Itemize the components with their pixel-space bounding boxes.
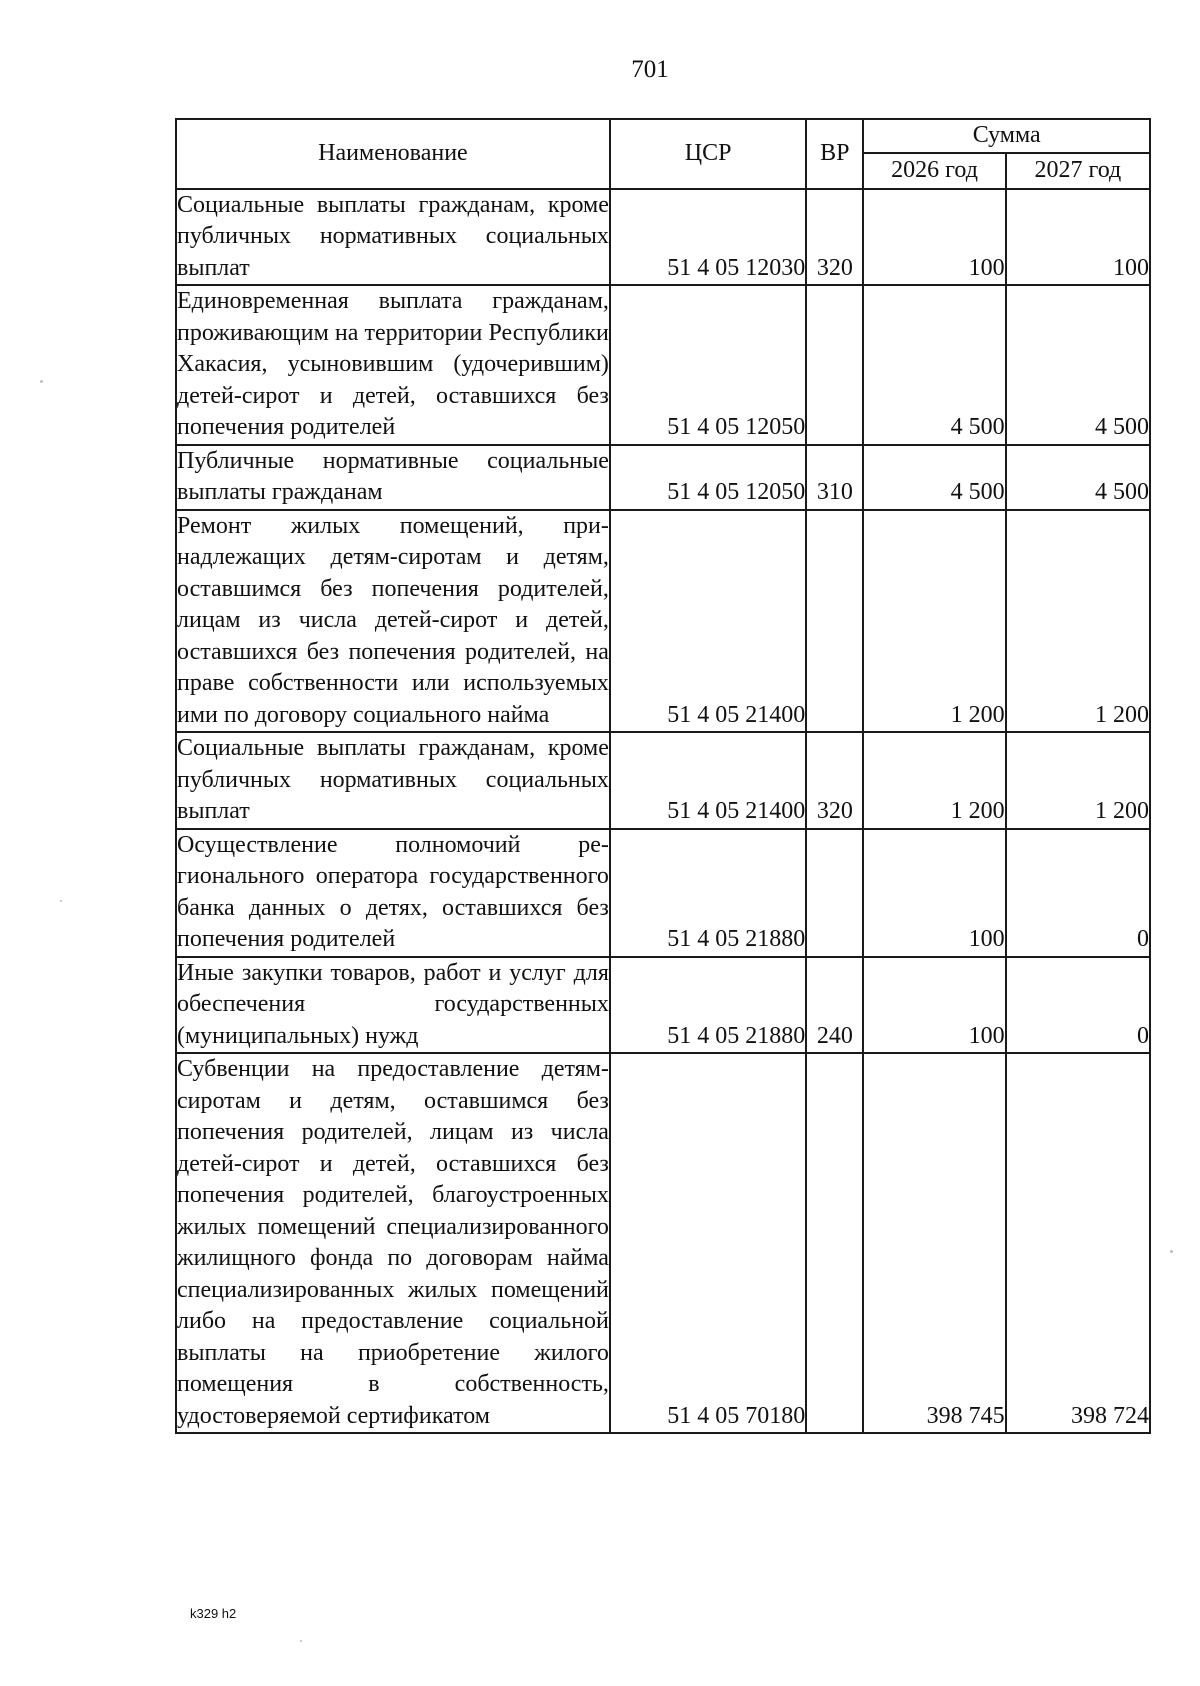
row-name: Осуществление полномочий регионального оператора государственного банка данных о детях, оставшихся без попечения родителей [176, 829, 610, 957]
table-body [176, 189, 1150, 1434]
row-name: Социальные выплаты гражданам, кроме публичных нормативных социальных выплат [176, 189, 610, 286]
table-row [176, 957, 1150, 1054]
row-csr: 51 4 05 12030 [610, 189, 806, 286]
row-vr: 310 [806, 445, 863, 510]
row-sum-2026: 398 745 [863, 1053, 1005, 1433]
header-sum: Сумма [863, 119, 1150, 153]
row-name: Ремонт жилых помещений, принадлежащих детям-сиротам и детям, оставшимся без попечения родителей, лицам из числа детей-сирот и детей, оставшихся без попечения родителей, на праве собственности или используемых ими по договору социального найма [176, 510, 610, 733]
row-sum-2026: 100 [863, 829, 1005, 957]
row-vr [806, 285, 863, 445]
row-csr: 51 4 05 21400 [610, 732, 806, 829]
row-name: Публичные нормативные социальные выплаты гражданам [176, 445, 610, 510]
row-sum-2027: 4 500 [1006, 445, 1150, 510]
row-sum-2026: 4 500 [863, 285, 1005, 445]
row-vr: 320 [806, 732, 863, 829]
header-year-2026: 2026 год [863, 153, 1005, 189]
row-sum-2026: 1 200 [863, 732, 1005, 829]
row-vr [806, 510, 863, 733]
header-name: Наименование [176, 119, 610, 189]
footer-code: k329 h2 [190, 1606, 237, 1621]
row-sum-2027: 0 [1006, 957, 1150, 1054]
row-name: Социальные выплаты гражданам, кроме публичных нормативных социальных выплат [176, 732, 610, 829]
row-csr: 51 4 05 12050 [610, 445, 806, 510]
row-sum-2027: 4 500 [1006, 285, 1150, 445]
row-csr: 51 4 05 70180 [610, 1053, 806, 1433]
row-sum-2027: 0 [1006, 829, 1150, 957]
table-row [176, 285, 1150, 445]
table-row [176, 510, 1150, 733]
row-vr [806, 1053, 863, 1433]
row-sum-2026: 1 200 [863, 510, 1005, 733]
row-sum-2027: 398 724 [1006, 1053, 1150, 1433]
table-row [176, 732, 1150, 829]
row-sum-2027: 1 200 [1006, 510, 1150, 733]
row-csr: 51 4 05 21880 [610, 957, 806, 1054]
table-row [176, 445, 1150, 510]
row-sum-2026: 100 [863, 957, 1005, 1054]
row-sum-2027: 1 200 [1006, 732, 1150, 829]
row-csr: 51 4 05 12050 [610, 285, 806, 445]
row-sum-2026: 4 500 [863, 445, 1005, 510]
header-vr: ВР [806, 119, 863, 189]
scan-speckle [300, 1640, 302, 1642]
header-csr: ЦСР [610, 119, 806, 189]
row-name: Субвенции на предоставление детям-сиротам и детям, оставшимся без попечения родителей, лицам из числа детей-сирот и детей, оставшихся без попечения родителей, благоустроенных жилых помещений специализированного жилищного фонда по договорам найма специализированных жилых помещений либо на предоставление социальной выплаты на приобретение жилого помещения в собственность, удостоверяемой сертификатом [176, 1053, 610, 1433]
row-vr [806, 829, 863, 957]
page-number: 701 [631, 56, 669, 83]
scan-speckle [1170, 1250, 1173, 1253]
row-sum-2027: 100 [1006, 189, 1150, 286]
table-row [176, 829, 1150, 957]
scan-speckle [40, 380, 43, 383]
row-name: Иные закупки товаров, работ и услуг для обеспечения государственных (муниципальных) нужд [176, 957, 610, 1054]
budget-table [175, 118, 1151, 1434]
table-row [176, 1053, 1150, 1433]
row-name: Единовременная выплата гражданам, проживающим на территории Республики Хакасия, усыновившим (удочерившим) детей-сирот и детей, оставшихся без попечения родителей [176, 285, 610, 445]
table-header [176, 119, 1150, 189]
table-row [176, 189, 1150, 286]
row-sum-2026: 100 [863, 189, 1005, 286]
header-year-2027: 2027 год [1006, 153, 1150, 189]
row-csr: 51 4 05 21880 [610, 829, 806, 957]
row-csr: 51 4 05 21400 [610, 510, 806, 733]
row-vr: 320 [806, 189, 863, 286]
scan-speckle [60, 900, 62, 902]
row-vr: 240 [806, 957, 863, 1054]
